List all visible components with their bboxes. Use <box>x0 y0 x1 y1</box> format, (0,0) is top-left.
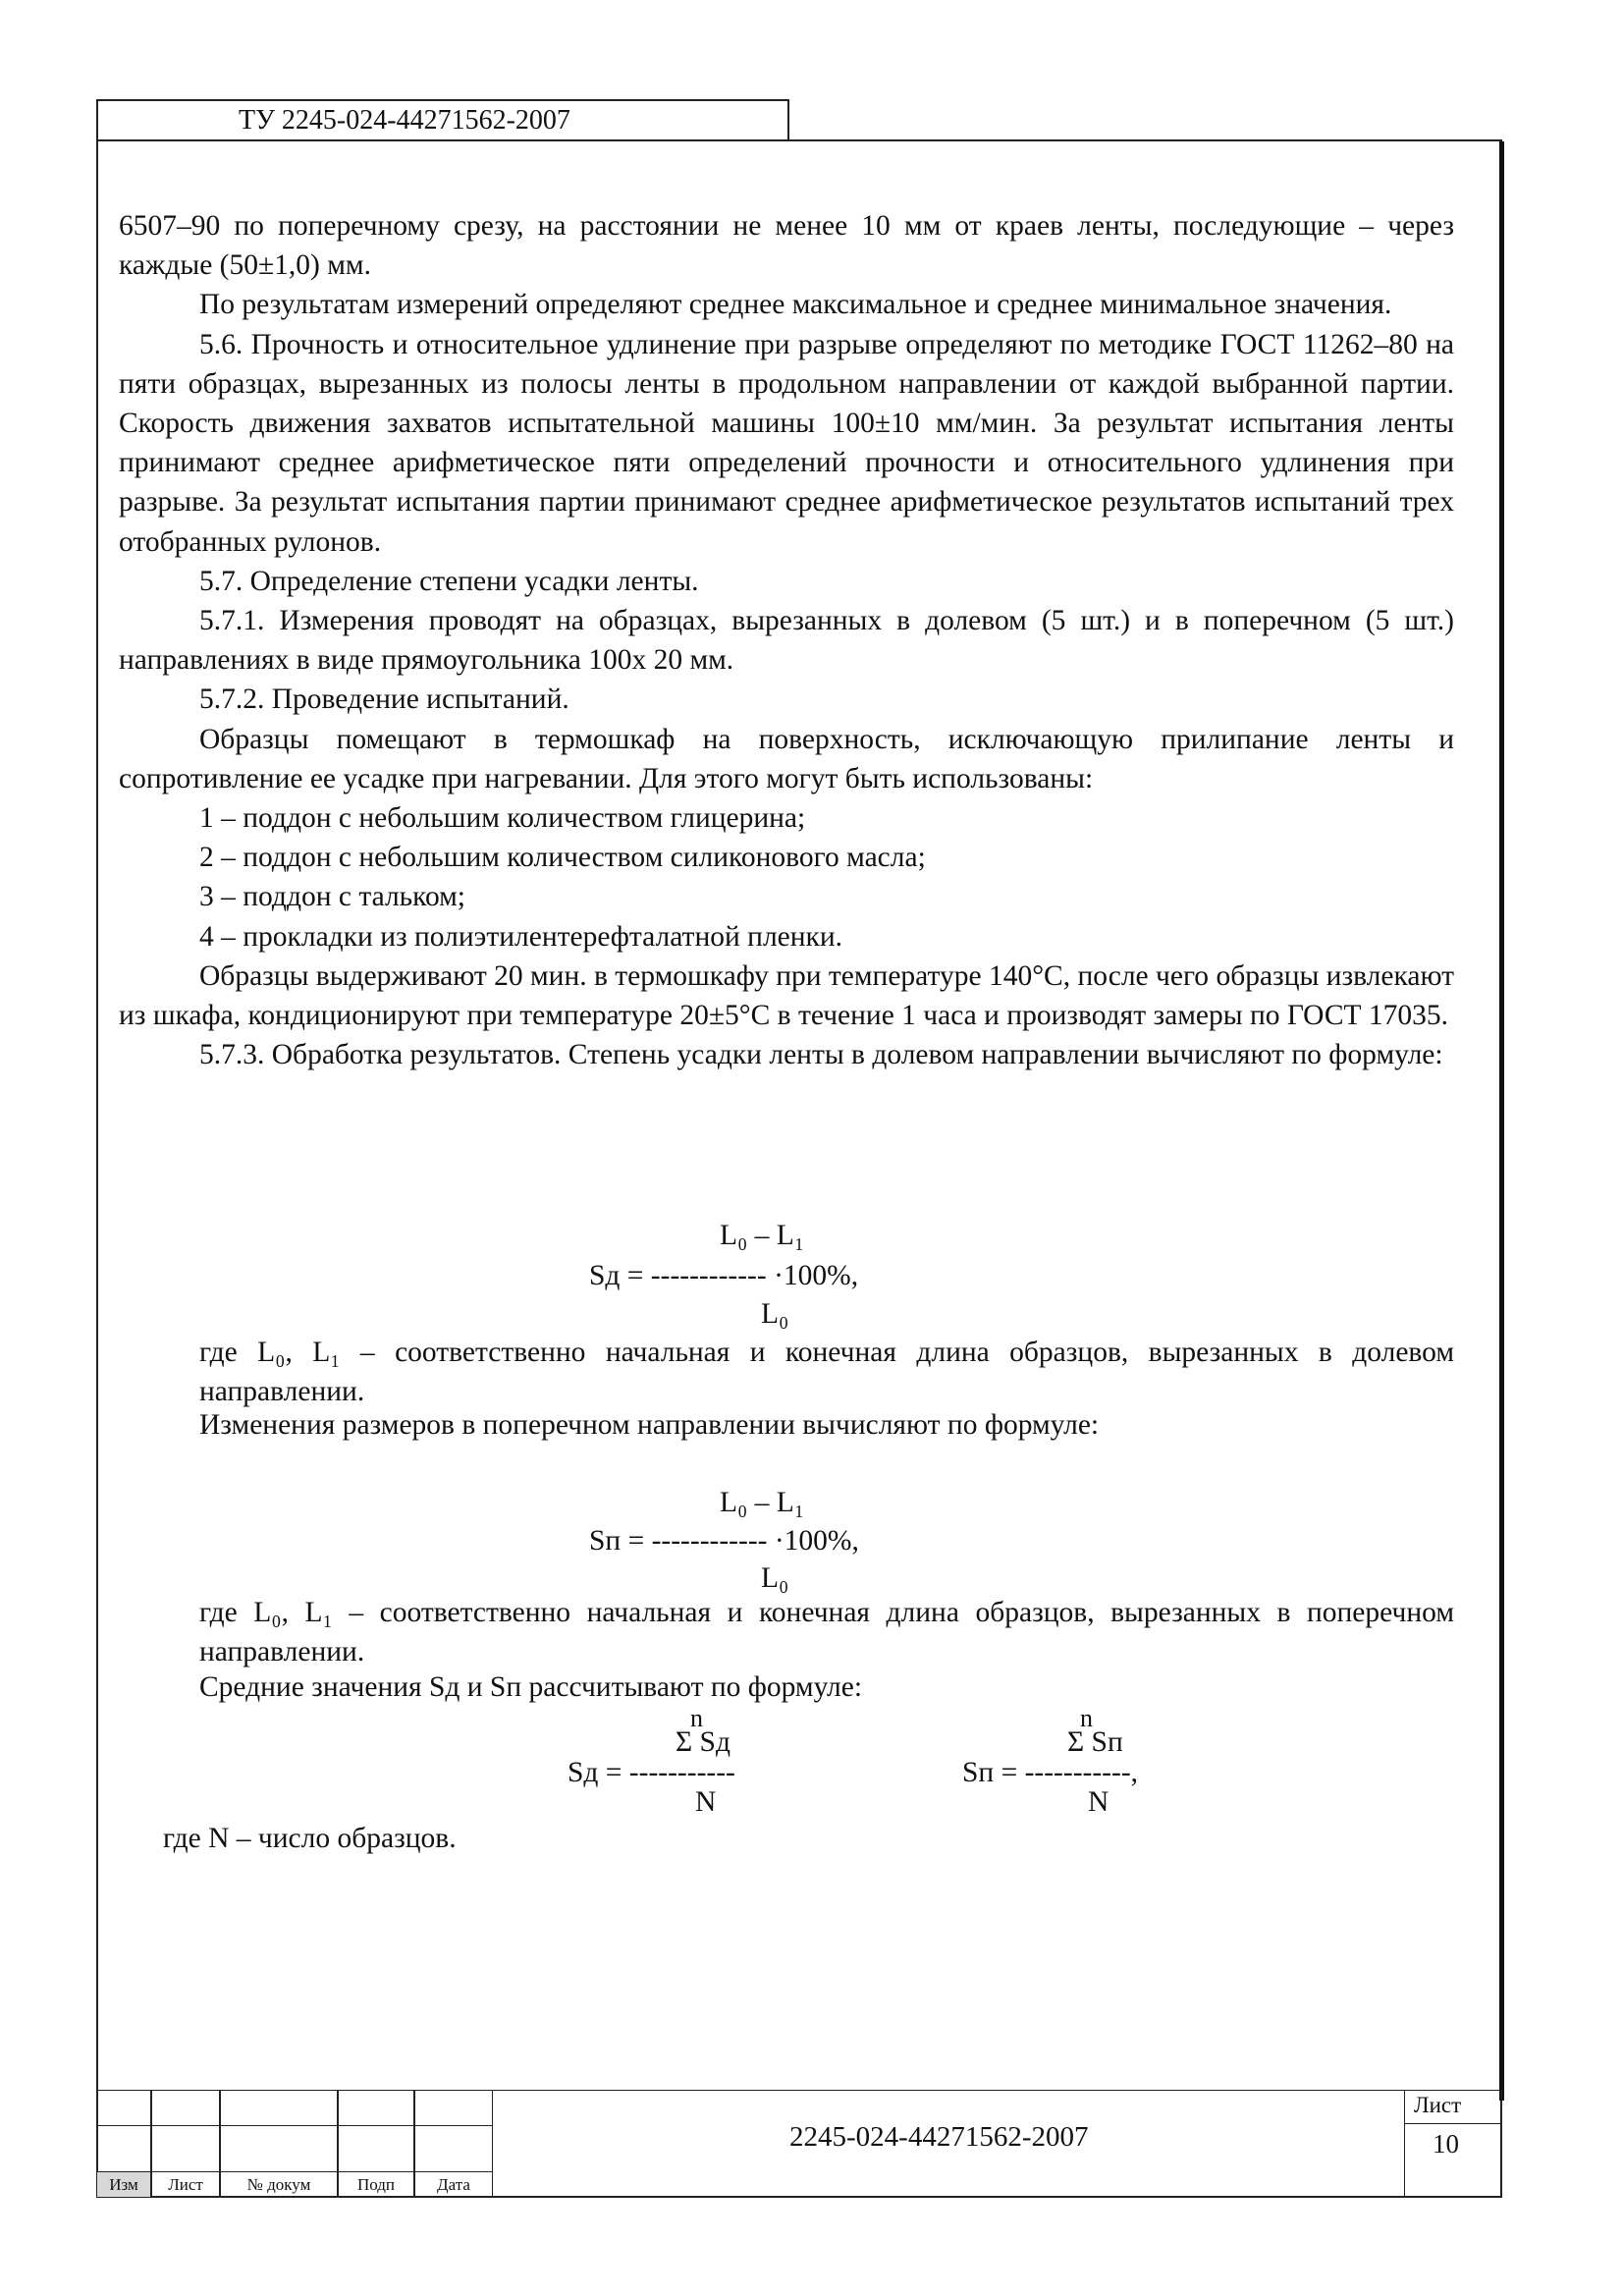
paragraph: 5.7.2. Проведение испытаний. <box>199 683 569 716</box>
formula-denominator: L₀ <box>761 1562 789 1594</box>
body-text <box>119 206 1454 1074</box>
formula-body: Sп = ------------ ·100%, <box>589 1525 859 1557</box>
formula-sum: Σ Sп <box>1067 1726 1123 1758</box>
paragraph: где L₀, L₁ – соответственно начальная и конечная длина образцов, вырезанных в долевом направлении. <box>199 1337 1454 1407</box>
paragraph: По результатам измерений определяют среднее максимальное и среднее минимальное значения. <box>199 289 1392 321</box>
label-list: Лист <box>168 2175 203 2194</box>
frame-edge <box>1499 141 1504 2101</box>
label-izm: Изм <box>109 2175 138 2194</box>
label-signature: Подп <box>356 2175 396 2194</box>
paragraph: где N – число образцов. <box>163 1823 457 1854</box>
title-block <box>96 2090 1502 2198</box>
formula-denominator: L₀ <box>761 1298 789 1330</box>
paragraph: Образцы выдерживают 20 мин. в термошкафу при температуре 140°С, после чего образцы извлекают из шкафа, кондиционируют при температуре 20±5°С в течение 1 часа и производят замеры по ГОСТ 17035. <box>119 959 1454 1032</box>
footer-doc-code: 2245-024-44271562-2007 <box>789 2121 1089 2153</box>
formula-denominator: N <box>1088 1786 1109 1818</box>
sheet-label: Лист <box>1414 2093 1462 2117</box>
formula-body: Sп = -----------, <box>962 1757 1139 1788</box>
paragraph: 6507–90 по поперечному срезу, на расстоянии не менее 10 мм от краев ленты, последующие – через каждые (50±1,0) мм. <box>119 210 1454 282</box>
formula-body: Sд = ----------- <box>568 1757 735 1788</box>
paragraph: Средние значения Sд и Sп рассчитывают по формуле: <box>199 1671 863 1703</box>
paragraph: Изменения размеров в поперечном направлении вычисляют по формуле: <box>199 1409 1100 1441</box>
formula-denominator: N <box>695 1786 717 1818</box>
paragraph: 5.7.3. Обработка результатов. Степень усадки ленты в долевом направлении вычисляют по формуле: <box>199 1039 1443 1071</box>
list-item: 4 – прокладки из полиэтилентерефталатной пленки. <box>199 920 843 953</box>
row <box>96 2090 493 2126</box>
formula-sum-upper: n <box>690 1704 703 1732</box>
list-item: 2 – поддон с небольшим количеством силиконового масла; <box>199 842 926 874</box>
formula-sum: Σ Sд <box>676 1726 730 1758</box>
sheet-number: 10 <box>1433 2129 1459 2159</box>
header-code: ТУ 2245-024-44271562-2007 <box>239 105 570 136</box>
label-date: Дата <box>437 2175 470 2194</box>
paragraph: Образцы помещают в термошкаф на поверхность, исключающую прилипание ленты и сопротивление ее усадке при нагревании. Для этого могут быть использованы: <box>119 723 1454 794</box>
formula-sum-upper: n <box>1080 1704 1093 1732</box>
paragraph: 5.7. Определение степени усадки ленты. <box>199 565 699 597</box>
paragraph: где L₀, L₁ – соответственно начальная и конечная длина образцов, вырезанных в поперечном направлении. <box>199 1597 1454 1667</box>
paragraph: 5.6. Прочность и относительное удлинение при разрыве определяют по методике ГОСТ 11262–80 на пяти образцах, вырезанных из полосы ленты в продольном направлении от каждой выбранной партии. Скорость движения захватов испытательной машины 100±10 мм/мин. За результат испытания ленты принимают среднее арифметическое пяти определений прочности и относительного удлинения при разрыве. За результат испытания партии принимают среднее арифметическое результатов испытаний трех отобранных рулонов. <box>119 328 1454 558</box>
paragraph: 5.7.1. Измерения проводят на образцах, вырезанных в долевом (5 шт.) и в поперечном (5 шт.) направлениях в виде прямоугольника 100х 20 мм. <box>119 605 1454 677</box>
list-item: 3 – поддон с тальком; <box>199 881 466 913</box>
formula-numerator: L₀ – L₁ <box>720 1487 805 1518</box>
row <box>96 2125 493 2172</box>
formula-body: Sд = ------------ ·100%, <box>589 1260 859 1291</box>
header-box <box>96 99 789 141</box>
label-doc-number: № докум <box>246 2175 311 2194</box>
formula-numerator: L₀ – L₁ <box>720 1220 805 1251</box>
list-item: 1 – поддон с небольшим количеством глицерина; <box>199 802 806 835</box>
